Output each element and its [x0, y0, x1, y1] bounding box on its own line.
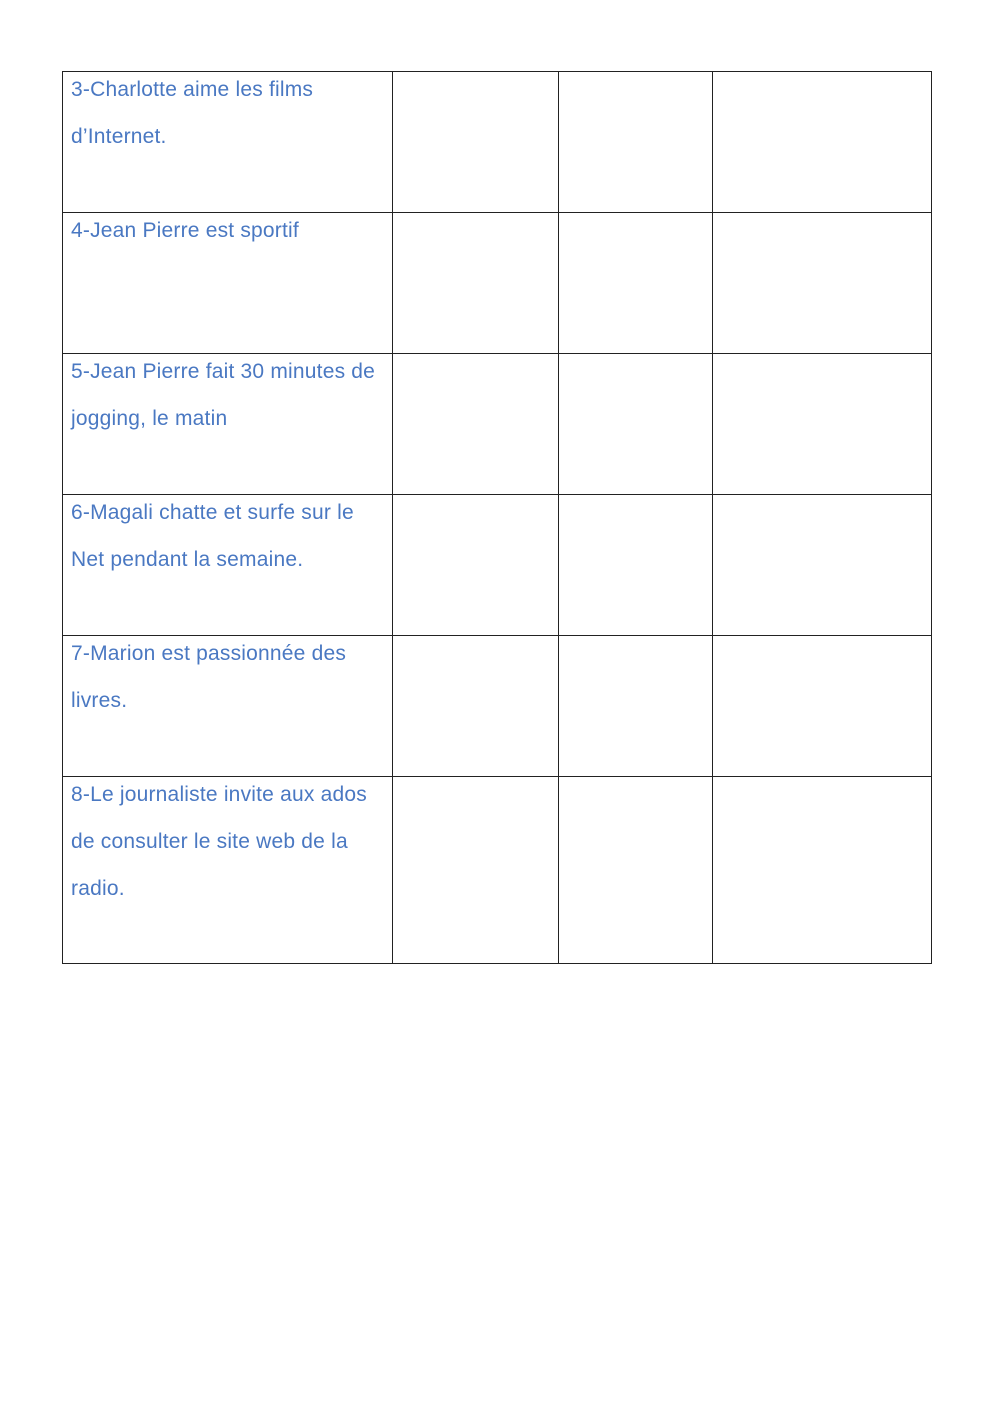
- table-row: [63, 636, 932, 777]
- statement-cell: [63, 354, 393, 495]
- answer-cell-col-2[interactable]: [393, 777, 559, 964]
- answer-cell-col-3[interactable]: [559, 213, 713, 354]
- table-row: [63, 354, 932, 495]
- answer-cell-col-4[interactable]: [713, 213, 932, 354]
- true-false-table: [62, 71, 932, 964]
- answer-cell-col-2[interactable]: [393, 213, 559, 354]
- answer-cell-col-3[interactable]: [559, 495, 713, 636]
- statement-text: 3-Charlotte aime les films d’Internet.: [71, 78, 314, 148]
- answer-cell-col-3[interactable]: [559, 354, 713, 495]
- statement-text: 7-Marion est passionnée des livres.: [71, 642, 347, 712]
- statement-cell: [63, 72, 393, 213]
- table-row: [63, 777, 932, 964]
- answer-cell-col-2[interactable]: [393, 495, 559, 636]
- answer-cell-col-4[interactable]: [713, 72, 932, 213]
- answer-cell-col-4[interactable]: [713, 777, 932, 964]
- statement-cell: [63, 636, 393, 777]
- table-row: [63, 72, 932, 213]
- answer-cell-col-4[interactable]: [713, 495, 932, 636]
- answer-cell-col-2[interactable]: [393, 636, 559, 777]
- answer-cell-col-3[interactable]: [559, 636, 713, 777]
- answer-cell-col-3[interactable]: [559, 777, 713, 964]
- table-row: [63, 495, 932, 636]
- answer-cell-col-2[interactable]: [393, 354, 559, 495]
- answer-cell-col-4[interactable]: [713, 354, 932, 495]
- statement-cell: [63, 777, 393, 964]
- statement-text: 6-Magali chatte et surfe sur le Net pendant la semaine.: [71, 501, 354, 571]
- answer-cell-col-3[interactable]: [559, 72, 713, 213]
- statement-text: 8-Le journaliste invite aux ados de consulter le site web de la radio.: [71, 783, 367, 900]
- answer-cell-col-4[interactable]: [713, 636, 932, 777]
- table-row: [63, 213, 932, 354]
- statement-cell: [63, 213, 393, 354]
- answer-cell-col-2[interactable]: [393, 72, 559, 213]
- statement-text: 4-Jean Pierre est sportif: [71, 219, 299, 242]
- statement-text: 5-Jean Pierre fait 30 minutes de jogging, le matin: [71, 360, 376, 430]
- statement-cell: [63, 495, 393, 636]
